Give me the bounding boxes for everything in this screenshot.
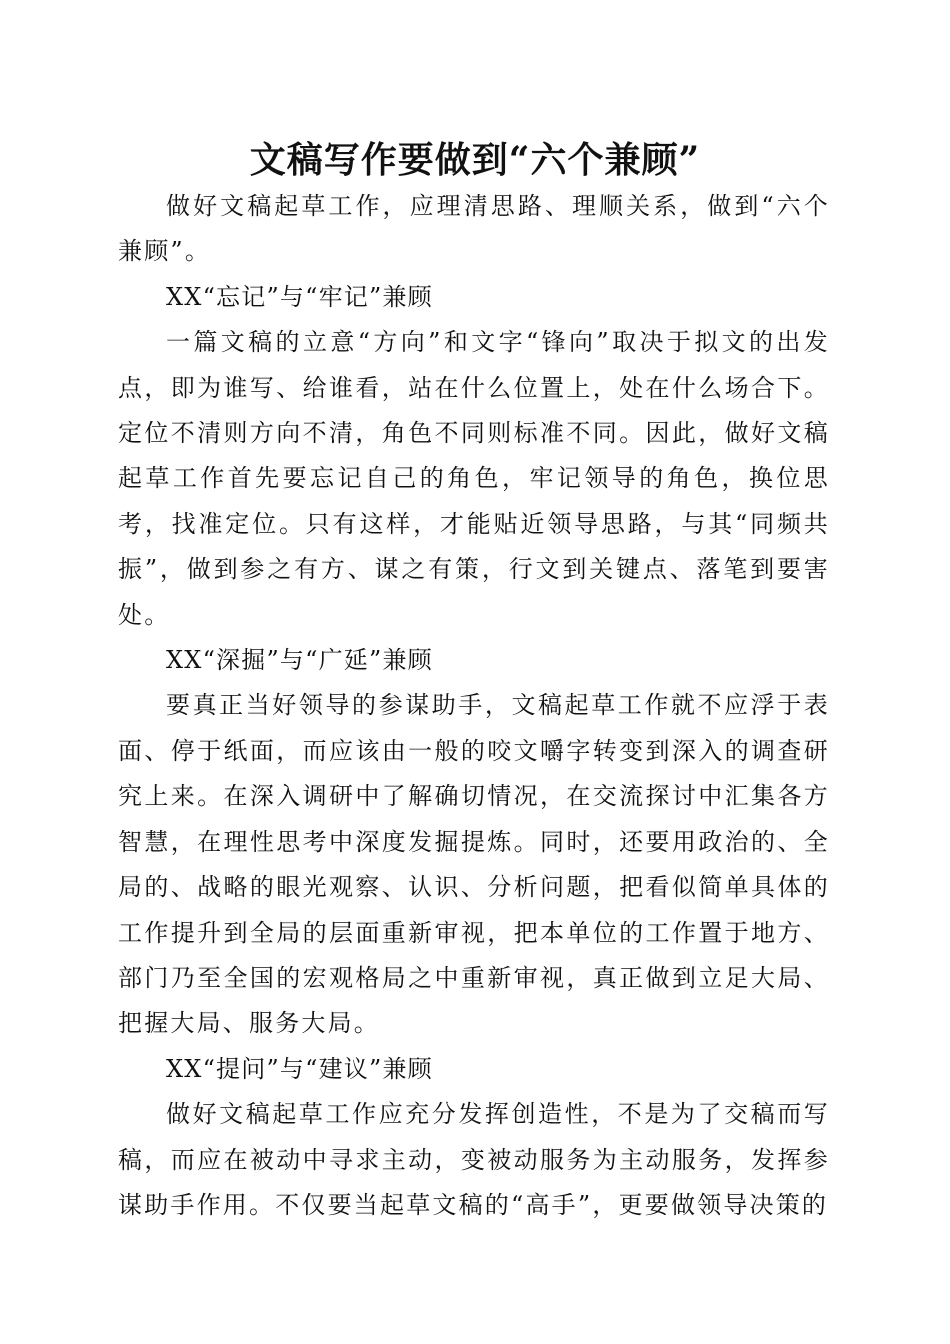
section-heading-3: XX“提问”与“建议”兼顾	[166, 1054, 433, 1083]
document-title: 文稿写作要做到“六个兼顾”	[249, 139, 701, 181]
intro-paragraph: 做好文稿起草工作，应理清思路、理顺关系，做到“六个兼顾”。	[118, 192, 830, 266]
section-body-3: 做好文稿起草工作应充分发挥创造性，不是为了交稿而写稿，而应在被动中寻求主动，变被动服务为主动服务，发挥参谋助手作用。不仅要当起草文稿的“高手”，更要做领导决策的	[118, 1100, 830, 1219]
section-body-1: 一篇文稿的立意“方向”和文字“锋向”取决于拟文的出发点，即为谁写、给谁看，站在什么位置上，处在什么场合下。定位不清则方向不清，角色不同则标准不同。因此，做好文稿起草工作首先要忘记自己的角色，牢记领导的角色，换位思考，找准定位。只有这样，才能贴近领导思路，与其“同频共振”，做到参之有方、谋之有策，行文到关键点、落笔到要害处。	[118, 328, 830, 629]
section-heading-1: XX“忘记”与“牢记”兼顾	[166, 282, 433, 311]
section-heading-2: XX“深掘”与“广延”兼顾	[166, 646, 433, 675]
section-body-2: 要真正当好领导的参谋助手，文稿起草工作就不应浮于表面、停于纸面，而应该由一般的咬文嚼字转变到深入的调查研究上来。在深入调研中了解确切情况，在交流探讨中汇集各方智慧，在理性思考中深度发掘提炼。同时，还要用政治的、全局的、战略的眼光观察、认识、分析问题，把看似简单具体的工作提升到全局的层面重新审视，把本单位的工作置于地方、部门乃至全国的宏观格局之中重新审视，真正做到立足大局、把握大局、服务大局。	[118, 691, 830, 1038]
document-body	[118, 184, 830, 1228]
